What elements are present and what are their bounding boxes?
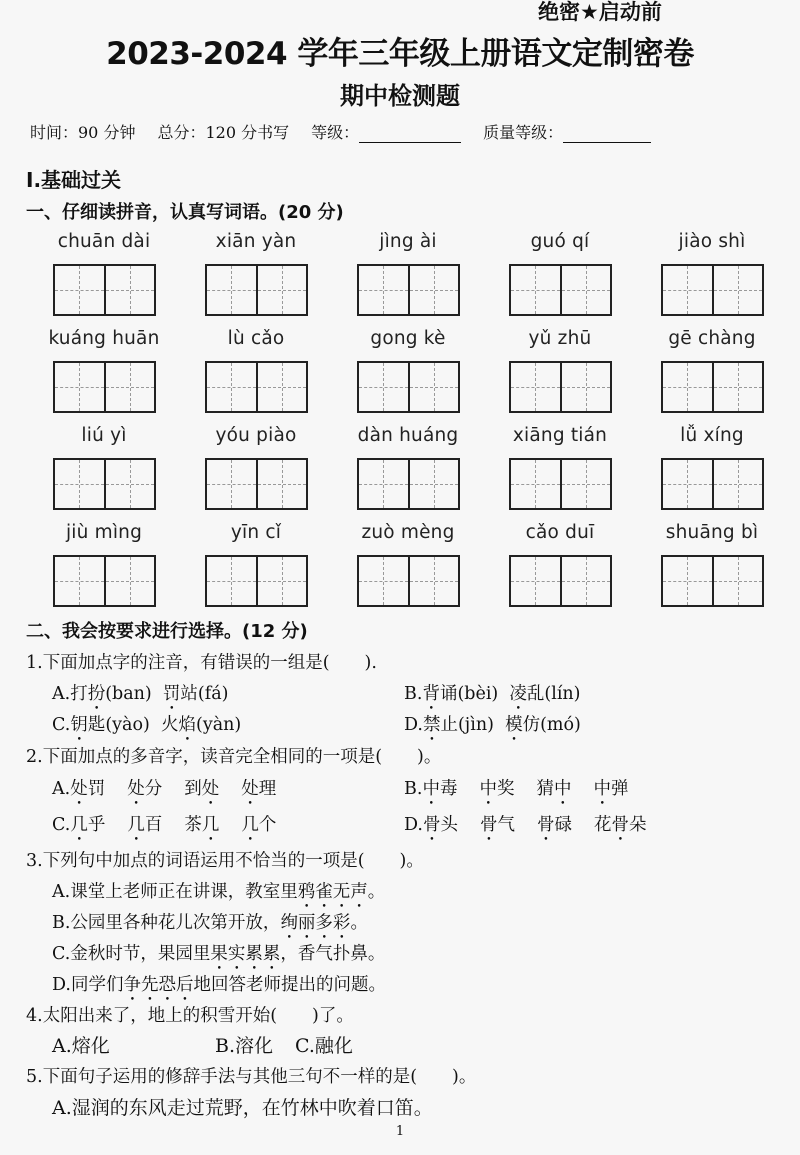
character-square[interactable]	[560, 363, 610, 411]
pinyin-cell	[636, 517, 788, 614]
character-square[interactable]	[207, 460, 257, 508]
polyphone-word	[536, 779, 571, 799]
char: 罚	[87, 779, 106, 799]
question-2-stem: 2.下面加点的多音字，读音完全相同的一项是( )。	[26, 747, 442, 767]
q1-option-d[interactable]	[404, 711, 581, 745]
char: 朵	[628, 815, 647, 835]
pinyin-text: kuáng huān	[48, 328, 160, 349]
polyphone-word	[184, 779, 219, 799]
pinyin-cell	[332, 517, 484, 614]
dotted-char: 中	[422, 779, 440, 799]
pinyin-cell	[484, 420, 636, 517]
pinyin-text: yīn cǐ	[230, 522, 282, 543]
pinyin-cell	[180, 420, 332, 517]
char: 奖	[496, 779, 515, 799]
character-square[interactable]	[560, 266, 610, 314]
sentence-text: 金秋时节，果园里	[70, 944, 211, 964]
tian-zi-box[interactable]	[661, 361, 764, 413]
polyphone-word	[241, 815, 276, 835]
pinyin: (mó)	[540, 715, 581, 735]
dotted-phrase: 争先恐后	[123, 975, 194, 995]
character-square[interactable]	[55, 460, 105, 508]
character-square[interactable]	[663, 557, 713, 605]
tian-zi-box[interactable]	[509, 361, 612, 413]
grid-row	[28, 226, 788, 323]
char: 止	[440, 715, 458, 735]
pinyin-cell	[28, 420, 180, 517]
char: 弹	[610, 779, 629, 799]
option-label: D.	[404, 715, 423, 735]
pinyin-text: guó qí	[530, 231, 590, 252]
pinyin-cell	[28, 226, 180, 323]
polyphone-word	[480, 815, 515, 835]
q1-option-a[interactable]	[52, 680, 228, 714]
dotted-char: 几	[201, 815, 220, 835]
char: 站	[180, 684, 198, 704]
char: 毒	[439, 779, 458, 799]
option-label: C.	[52, 944, 71, 964]
char: 头	[440, 815, 458, 835]
pinyin-cell	[28, 517, 180, 614]
pinyin-cell	[28, 323, 180, 420]
q5-option-a[interactable]: A.湿润的东风走过荒野，在竹林中吹着口笛。	[52, 1097, 433, 1119]
tian-zi-box[interactable]	[661, 555, 764, 607]
dotted-char: 处	[201, 779, 220, 799]
polyphone-word	[422, 779, 457, 799]
tian-zi-box[interactable]	[509, 555, 612, 607]
pinyin-cell	[636, 323, 788, 420]
q1-option-b[interactable]	[404, 680, 581, 714]
dotted-char: 中	[553, 779, 572, 799]
option-label: B.	[404, 779, 423, 799]
option-label: B.	[52, 913, 71, 933]
dotted-char: 焰	[178, 715, 196, 735]
pinyin: (yàn)	[196, 715, 242, 735]
tian-zi-box[interactable]	[357, 458, 460, 510]
character-square[interactable]	[560, 460, 610, 508]
char: 打	[70, 684, 88, 704]
tian-zi-box[interactable]	[53, 361, 156, 413]
option-label: A.	[52, 882, 71, 902]
option-label: A.	[52, 684, 71, 704]
char: 到	[184, 779, 202, 799]
pinyin: (jìn)	[457, 715, 494, 735]
pinyin-cell	[484, 226, 636, 323]
tian-zi-box[interactable]	[357, 264, 460, 316]
polyphone-word	[537, 815, 572, 835]
dotted-char: 背	[422, 684, 440, 704]
pinyin-text: zuò mèng	[361, 522, 455, 543]
char: 花	[593, 815, 612, 835]
character-square[interactable]	[359, 460, 409, 508]
character-square[interactable]	[511, 266, 561, 314]
q2-option-d[interactable]	[404, 811, 668, 845]
character-square[interactable]	[408, 460, 458, 508]
sentence-text: 同学们	[70, 975, 124, 995]
question-3-stem: 3.下列句中加点的词语运用不恰当的一项是( )。	[26, 851, 424, 871]
pinyin: (bèi)	[457, 684, 499, 704]
dotted-char: 处	[241, 779, 259, 799]
option-label: B.	[404, 684, 423, 704]
pinyin-text: shuāng bì	[665, 522, 759, 543]
grid-row	[28, 420, 788, 517]
option-label: A.	[52, 779, 71, 799]
q4-option-c[interactable]: C.融化	[295, 1035, 353, 1057]
dotted-char: 模	[505, 715, 523, 735]
q2-option-a[interactable]	[52, 775, 298, 809]
sentence-text: ，香气扑鼻。	[280, 944, 386, 964]
character-square[interactable]	[207, 266, 257, 314]
option-label: D.	[52, 975, 71, 995]
character-square[interactable]	[511, 460, 561, 508]
dotted-char: 处	[127, 779, 145, 799]
polyphone-word	[593, 779, 628, 799]
option-label: C.	[52, 815, 71, 835]
dotted-char: 骨	[611, 815, 629, 835]
quality-grade-label: 质量等级：	[483, 123, 564, 142]
character-square[interactable]	[712, 363, 762, 411]
tian-zi-box[interactable]	[357, 555, 460, 607]
character-square[interactable]	[408, 266, 458, 314]
option-label: C.	[52, 715, 71, 735]
grid-row	[28, 517, 788, 614]
pinyin-cell	[484, 517, 636, 614]
q4-option-a[interactable]: A.熔化	[52, 1035, 110, 1057]
character-square[interactable]	[712, 557, 762, 605]
tian-zi-box[interactable]	[661, 264, 764, 316]
sentence-text: 。	[367, 882, 386, 902]
polyphone-word	[241, 779, 276, 799]
char: 理	[258, 779, 277, 799]
dotted-char: 中	[593, 779, 611, 799]
dotted-char: 钥	[70, 715, 88, 735]
pinyin-text: cǎo duī	[525, 522, 595, 543]
character-square[interactable]	[408, 557, 458, 605]
character-square[interactable]	[104, 557, 154, 605]
character-square[interactable]	[560, 557, 610, 605]
character-square[interactable]	[511, 363, 561, 411]
tian-zi-box[interactable]	[357, 361, 460, 413]
tian-zi-box[interactable]	[205, 361, 308, 413]
char: 乎	[87, 815, 106, 835]
sentence-text: 地回答老师提出的问题。	[193, 975, 386, 995]
sentence-text: 课堂上老师正在讲课，教室里	[70, 882, 298, 902]
dotted-phrase: 绚丽多彩	[280, 913, 351, 933]
pinyin-text: gong kè	[370, 328, 446, 349]
exam-subtitle: 期中检测题	[340, 82, 460, 110]
section1-title: 一、仔细读拼音，认真写词语。(20 分)	[26, 202, 344, 223]
pinyin-text: jìng ài	[379, 231, 437, 252]
dotted-char: 处	[70, 779, 88, 799]
pinyin-text: jiù mìng	[65, 522, 143, 543]
pinyin-cell	[332, 226, 484, 323]
polyphone-word	[479, 779, 514, 799]
pinyin: (lín)	[544, 684, 581, 704]
character-square[interactable]	[55, 363, 105, 411]
character-square[interactable]	[207, 557, 257, 605]
question-4-stem: 4.太阳出来了，地上的积雪开始( )了。	[26, 1006, 354, 1026]
tian-zi-box[interactable]	[205, 458, 308, 510]
polyphone-word	[184, 815, 219, 835]
pinyin-text: yóu piào	[215, 425, 297, 446]
tian-zi-box[interactable]	[661, 458, 764, 510]
character-square[interactable]	[359, 266, 409, 314]
character-square[interactable]	[256, 557, 306, 605]
dotted-char: 凌	[509, 684, 527, 704]
pinyin-text: lǚ xíng	[680, 425, 744, 446]
grid-row	[28, 323, 788, 420]
pinyin-text: gē chàng	[668, 328, 756, 349]
score-label: 总分：120 分书写	[157, 123, 290, 142]
dotted-phrase: 鸦雀无声	[297, 882, 368, 902]
char: 猜	[536, 779, 554, 799]
char: 气	[497, 815, 515, 835]
dotted-char: 骨	[479, 815, 498, 835]
character-square[interactable]	[359, 557, 409, 605]
q2-option-c[interactable]	[52, 811, 298, 845]
q1-option-c[interactable]	[52, 711, 241, 745]
pinyin-text: yǔ zhū	[528, 328, 592, 349]
section2-title: 二、我会按要求进行选择。(12 分)	[26, 621, 308, 642]
pinyin-cell	[180, 226, 332, 323]
tian-zi-box[interactable]	[53, 555, 156, 607]
grade-label: 等级：	[311, 123, 360, 142]
character-square[interactable]	[55, 266, 105, 314]
char: 碌	[554, 815, 572, 835]
secret-label: 绝密★启动前	[538, 0, 662, 24]
quality-grade-blank[interactable]	[563, 125, 651, 143]
character-square[interactable]	[712, 460, 762, 508]
pinyin-text: xiāng tián	[512, 425, 608, 446]
character-square[interactable]	[256, 363, 306, 411]
character-square[interactable]	[663, 266, 713, 314]
part-title: Ⅰ.基础过关	[26, 168, 122, 192]
tian-zi-box[interactable]	[205, 264, 308, 316]
pinyin-cell	[332, 323, 484, 420]
character-square[interactable]	[256, 460, 306, 508]
q3-option-a[interactable]	[52, 878, 385, 912]
pinyin-text: jiào shì	[678, 231, 746, 252]
polyphone-word	[594, 815, 647, 835]
dotted-char: 中	[479, 779, 497, 799]
tian-zi-box[interactable]	[53, 458, 156, 510]
pinyin-text: dàn huáng	[357, 425, 459, 446]
polyphone-word	[423, 815, 458, 835]
exam-title: 2023-2024 学年三年级上册语文定制密卷	[106, 36, 694, 72]
q3-option-b[interactable]	[52, 909, 368, 943]
dotted-char: 几	[127, 815, 145, 835]
dotted-phrase: 果实累累	[210, 944, 281, 964]
pinyin: (ban)	[105, 684, 152, 704]
character-square[interactable]	[663, 460, 713, 508]
question-1-stem: 1.下面加点字的注音，有错误的一组是( ).	[26, 653, 377, 673]
dotted-char: 扮	[87, 684, 106, 704]
character-square[interactable]	[104, 460, 154, 508]
char: 个	[258, 815, 277, 835]
character-square[interactable]	[104, 266, 154, 314]
pinyin: (fá)	[197, 684, 229, 704]
q3-option-d[interactable]	[52, 971, 386, 1005]
pinyin-cell	[180, 323, 332, 420]
q4-option-b[interactable]: B.溶化	[215, 1035, 274, 1057]
pinyin-text: xiān yàn	[215, 231, 297, 252]
character-square[interactable]	[663, 363, 713, 411]
tian-zi-box[interactable]	[509, 458, 612, 510]
tian-zi-box[interactable]	[205, 555, 308, 607]
tian-zi-box[interactable]	[53, 264, 156, 316]
char: 分	[144, 779, 163, 799]
q2-option-b[interactable]	[404, 775, 650, 809]
pinyin-text: liú yì	[81, 425, 127, 446]
character-square[interactable]	[104, 363, 154, 411]
dotted-char: 骨	[422, 815, 441, 835]
pinyin-writing-grid	[28, 226, 788, 614]
pinyin-cell	[484, 323, 636, 420]
character-square[interactable]	[408, 363, 458, 411]
char: 百	[144, 815, 163, 835]
polyphone-word	[70, 815, 105, 835]
pinyin-cell	[332, 420, 484, 517]
tian-zi-box[interactable]	[509, 264, 612, 316]
time-label: 时间：90 分钟	[30, 123, 136, 142]
dotted-char: 骨	[536, 815, 555, 835]
dotted-char: 罚	[162, 684, 181, 704]
char: 乱	[526, 684, 545, 704]
exam-info-row	[30, 120, 651, 143]
polyphone-word	[70, 779, 105, 799]
option-label: D.	[404, 815, 423, 835]
dotted-char: 禁	[422, 715, 441, 735]
question-5-stem: 5.下面句子运用的修辞手法与其他三句不一样的是( )。	[26, 1067, 477, 1087]
character-square[interactable]	[207, 363, 257, 411]
dotted-char: 几	[241, 815, 259, 835]
polyphone-word	[127, 815, 162, 835]
q3-option-c[interactable]	[52, 940, 385, 974]
character-square[interactable]	[55, 557, 105, 605]
pinyin-text: lù cǎo	[227, 328, 285, 349]
char: 匙	[87, 715, 106, 735]
char: 诵	[439, 684, 458, 704]
dotted-char: 几	[70, 815, 88, 835]
polyphone-word	[127, 779, 162, 799]
sentence-text: 。	[350, 913, 368, 933]
character-square[interactable]	[511, 557, 561, 605]
char: 仿	[522, 715, 541, 735]
char: 火	[161, 715, 179, 735]
pinyin: (yào)	[105, 715, 150, 735]
character-square[interactable]	[256, 266, 306, 314]
pinyin-cell	[180, 517, 332, 614]
pinyin-cell	[636, 226, 788, 323]
grade-blank[interactable]	[359, 125, 461, 143]
page-number: 1	[395, 1124, 405, 1139]
char: 茶	[184, 815, 202, 835]
sentence-text: 公园里各种花儿次第开放，	[70, 913, 281, 933]
pinyin-cell	[636, 420, 788, 517]
character-square[interactable]	[712, 266, 762, 314]
pinyin-text: chuān dài	[57, 231, 151, 252]
character-square[interactable]	[359, 363, 409, 411]
